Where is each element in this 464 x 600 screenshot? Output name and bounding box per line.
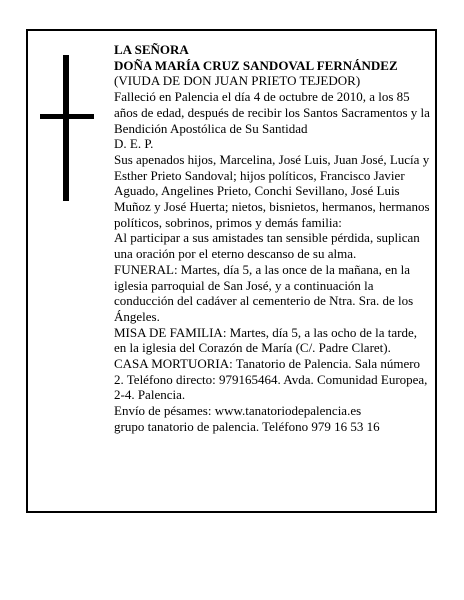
cross-icon bbox=[40, 55, 94, 201]
widow-of: (VIUDA DE DON JUAN PRIETO TEJEDOR) bbox=[114, 73, 361, 89]
notice-title: LA SEÑORA bbox=[114, 42, 189, 57]
funeral-home-info: CASA MORTUORIA: Tanatorio de Palencia. Sala número 2. Teléfono directo: 979165464. Avda. Comunidad Europea, 2-4. Palencia. bbox=[114, 356, 428, 403]
funeral-info: FUNERAL: Martes, día 5, a las once de la mañana, en la iglesia parroquial de San José, y a continuación la conducción del cadáver al cementerio de Ntra. Sra. de los Ángeles. bbox=[114, 261, 414, 324]
rip-text: D. E. P. bbox=[114, 136, 154, 152]
deceased-name: DOÑA MARÍA CRUZ SANDOVAL FERNÁNDEZ bbox=[114, 57, 398, 73]
death-statement: Falleció en Palencia el día 4 de octubre de 2010, a los 85 años de edad, después de recibir los Santos Sacramentos y la Bendición Apostólica de Su Santidad bbox=[114, 89, 430, 136]
family-paragraph: Sus apenados hijos, Marcelina, José Luis, Juan José, Lucía y Esther Prieto Sandoval; hijos políticos, Francisco Javier Aguado, Angelines Prieto, Conchi Sevillano, José Luis Muñoz y José Huerta; nietos, bisnietos, hermanos, hermanos políticos, sobrinos, primos y demás familia: bbox=[114, 151, 430, 230]
cross-horizontal-bar bbox=[40, 114, 94, 119]
notice-text bbox=[114, 42, 432, 435]
condolences-info: Envío de pésames: www.tanatoriodepalencia.es bbox=[114, 403, 362, 419]
family-mass-info: MISA DE FAMILIA: Martes, día 5, a las ocho de la tarde, en la iglesia del Corazón de María (C/. Padre Claret). bbox=[114, 324, 418, 356]
prayer-request: Al participar a sus amistades tan sensible pérdida, suplican una oración por el eterno descanso de su alma. bbox=[114, 230, 420, 262]
group-info: grupo tanatorio de palencia. Teléfono 979 16 53 16 bbox=[114, 418, 380, 434]
obituary-notice bbox=[26, 29, 437, 513]
cross-vertical-bar bbox=[63, 55, 69, 201]
